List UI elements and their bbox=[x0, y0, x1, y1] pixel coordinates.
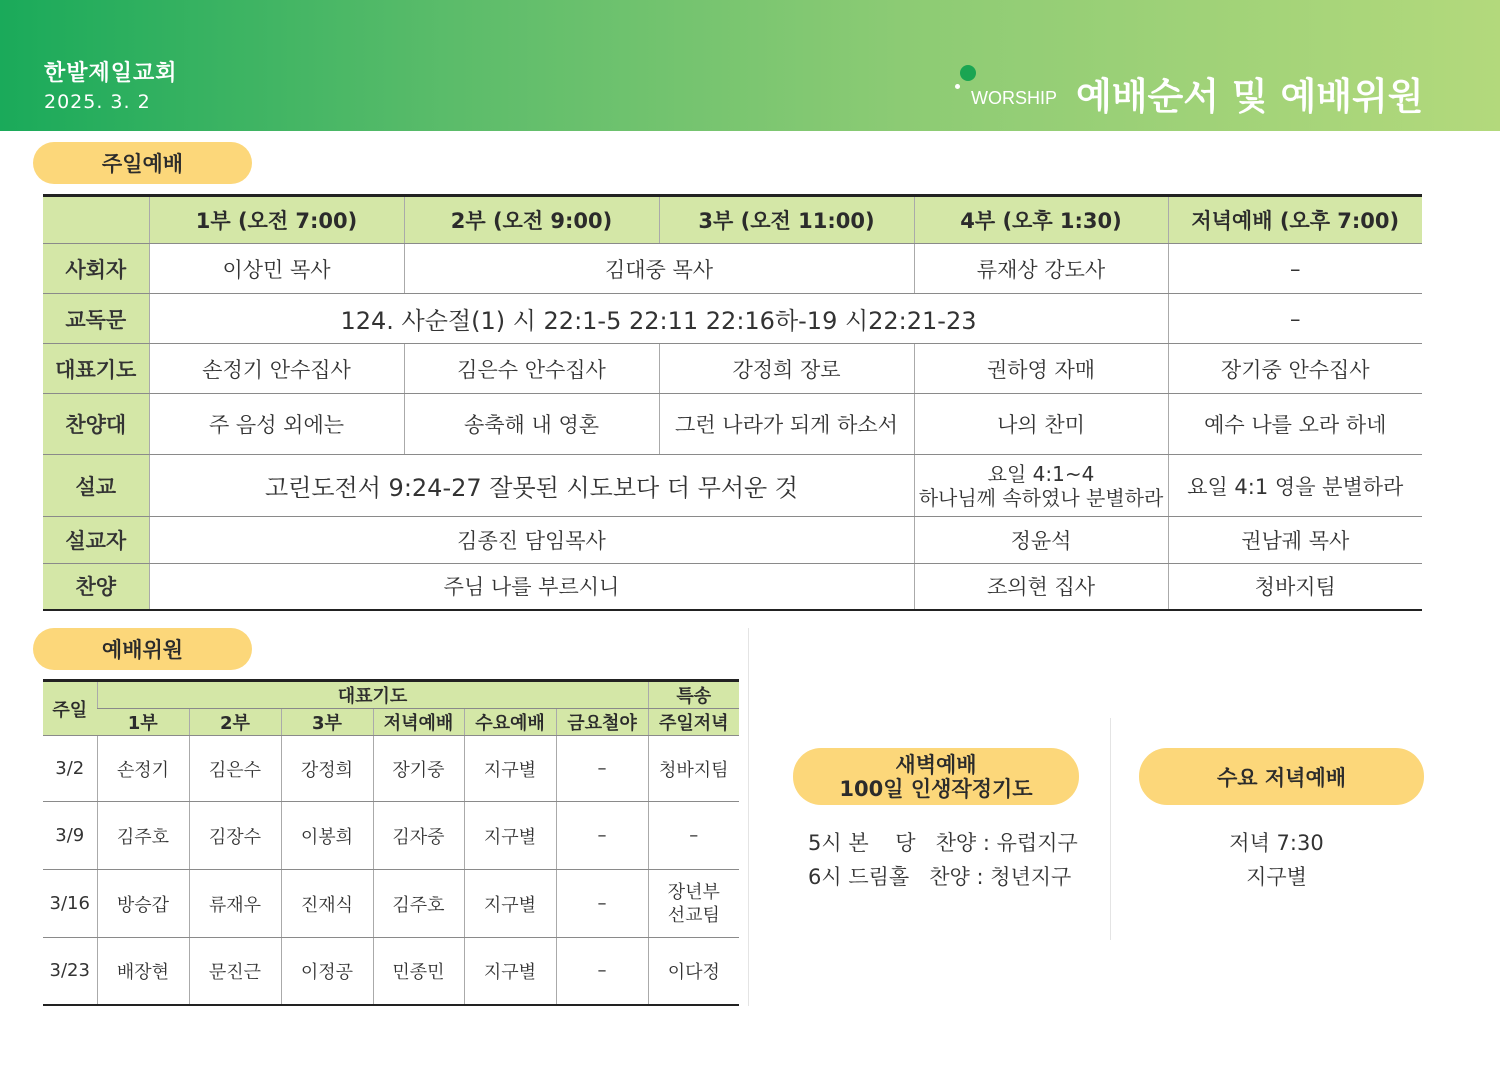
table-cell: 고린도전서 9:24-27 잘못된 시도보다 더 무서운 것 bbox=[149, 455, 914, 517]
table-header-row bbox=[43, 681, 739, 709]
wednesday-location: 지구별 bbox=[1246, 865, 1307, 889]
table-cell: 그런 나라가 되게 하소서 bbox=[659, 394, 914, 455]
wednesday-time: 저녁 7:30 bbox=[1229, 831, 1324, 855]
row-date: 3/16 bbox=[43, 870, 97, 938]
committee-heading: 예배위원 bbox=[33, 628, 252, 670]
table-row bbox=[43, 938, 739, 1005]
sermon-title: 하나님께 속하였나 분별하라 bbox=[918, 485, 1164, 510]
table-cell bbox=[914, 455, 1168, 517]
page-title: 예배순서 및 예배위원 bbox=[1076, 75, 1424, 118]
bulletin-date: 2025. 3. 2 bbox=[44, 91, 151, 113]
table-cell: 지구별 bbox=[464, 736, 556, 802]
column-header: 대표기도 bbox=[97, 681, 648, 709]
church-name: 한밭제일교회 bbox=[44, 61, 178, 86]
table-cell: 이상민 목사 bbox=[149, 244, 404, 294]
table-cell: 김주호 bbox=[373, 870, 464, 938]
column-header: 주일 bbox=[43, 681, 97, 736]
table-cell: – bbox=[648, 802, 739, 870]
table-cell: 장년부 선교팀 bbox=[648, 870, 739, 938]
divider bbox=[748, 628, 749, 1006]
white-dot-icon bbox=[955, 84, 960, 89]
dawn-title: 새벽예배 bbox=[895, 752, 977, 777]
table-cell: 김대중 목사 bbox=[404, 244, 914, 294]
table-cell: 송축해 내 영혼 bbox=[404, 394, 659, 455]
table-cell: 민종민 bbox=[373, 938, 464, 1005]
dawn-subtitle: 100일 인생작정기도 bbox=[839, 776, 1033, 801]
sunday-service-heading: 주일예배 bbox=[33, 142, 252, 184]
divider bbox=[1110, 718, 1111, 940]
dawn-line: 6시 드림홀 찬양 : 청년지구 bbox=[808, 865, 1072, 889]
table-row bbox=[43, 244, 1422, 294]
column-header: 금요철야 bbox=[556, 709, 648, 736]
table-cell: – bbox=[556, 938, 648, 1005]
table-cell: – bbox=[556, 736, 648, 802]
row-label: 설교 bbox=[43, 455, 149, 517]
table-cell: 권남궤 목사 bbox=[1168, 517, 1422, 564]
table-cell: 조의현 집사 bbox=[914, 564, 1168, 610]
table-cell: 김자중 bbox=[373, 802, 464, 870]
table-cell: 124. 사순절(1) 시 22:1-5 22:11 22:16하-19 시22:21-23 bbox=[149, 294, 1168, 344]
column-header: 2부 bbox=[189, 709, 281, 736]
row-label: 찬양대 bbox=[43, 394, 149, 455]
table-cell: 류재상 강도사 bbox=[914, 244, 1168, 294]
wednesday-schedule bbox=[1139, 826, 1414, 894]
worship-tag: WORSHIP bbox=[971, 88, 1058, 108]
column-header: 주일저녁 bbox=[648, 709, 739, 736]
column-header: 3부 (오전 11:00) bbox=[659, 196, 914, 244]
row-label: 설교자 bbox=[43, 517, 149, 564]
column-header: 저녁예배 bbox=[373, 709, 464, 736]
table-cell: 진재식 bbox=[281, 870, 373, 938]
table-row bbox=[43, 564, 1422, 610]
row-date: 3/9 bbox=[43, 802, 97, 870]
dawn-schedule bbox=[808, 826, 1078, 894]
table-row bbox=[43, 517, 1422, 564]
column-header: 2부 (오전 9:00) bbox=[404, 196, 659, 244]
column-header: 수요예배 bbox=[464, 709, 556, 736]
table-cell: – bbox=[1168, 294, 1422, 344]
committee-table bbox=[43, 679, 739, 1006]
row-label: 대표기도 bbox=[43, 344, 149, 394]
row-label: 찬양 bbox=[43, 564, 149, 610]
table-cell: 배장현 bbox=[97, 938, 189, 1005]
table-cell: 손정기 bbox=[97, 736, 189, 802]
table-cell: 김종진 담임목사 bbox=[149, 517, 914, 564]
wednesday-service-heading: 수요 저녁예배 bbox=[1139, 748, 1424, 805]
table-cell: 김은수 안수집사 bbox=[404, 344, 659, 394]
table-row bbox=[43, 344, 1422, 394]
table-cell: 강정희 bbox=[281, 736, 373, 802]
column-header: 저녁예배 (오후 7:00) bbox=[1168, 196, 1422, 244]
dawn-service-heading bbox=[793, 748, 1079, 805]
table-row bbox=[43, 394, 1422, 455]
table-cell: 이봉희 bbox=[281, 802, 373, 870]
table-cell: 김주호 bbox=[97, 802, 189, 870]
column-header: 3부 bbox=[281, 709, 373, 736]
table-cell: 강정희 장로 bbox=[659, 344, 914, 394]
dawn-line: 5시 본 당 찬양 : 유럽지구 bbox=[808, 831, 1078, 855]
row-date: 3/2 bbox=[43, 736, 97, 802]
table-cell: 문진근 bbox=[189, 938, 281, 1005]
table-row bbox=[43, 802, 739, 870]
table-cell: 지구별 bbox=[464, 802, 556, 870]
table-cell: 김장수 bbox=[189, 802, 281, 870]
table-cell: 청바지팀 bbox=[648, 736, 739, 802]
column-header: 4부 (오후 1:30) bbox=[914, 196, 1168, 244]
table-cell: 이정공 bbox=[281, 938, 373, 1005]
table-cell: – bbox=[556, 870, 648, 938]
table-cell: 정윤석 bbox=[914, 517, 1168, 564]
table-cell: 김은수 bbox=[189, 736, 281, 802]
row-label: 교독문 bbox=[43, 294, 149, 344]
table-cell: 지구별 bbox=[464, 938, 556, 1005]
column-header: 1부 bbox=[97, 709, 189, 736]
table-cell: 예수 나를 오라 하네 bbox=[1168, 394, 1422, 455]
header-banner bbox=[0, 0, 1500, 131]
table-cell: 이다정 bbox=[648, 938, 739, 1005]
table-cell: 청바지팀 bbox=[1168, 564, 1422, 610]
table-cell: 주님 나를 부르시니 bbox=[149, 564, 914, 610]
table-row bbox=[43, 294, 1422, 344]
row-label: 사회자 bbox=[43, 244, 149, 294]
row-date: 3/23 bbox=[43, 938, 97, 1005]
table-cell: 장기중 안수집사 bbox=[1168, 344, 1422, 394]
table-cell: 나의 찬미 bbox=[914, 394, 1168, 455]
table-cell: 방승갑 bbox=[97, 870, 189, 938]
sermon-ref: 요일 4:1~4 bbox=[987, 461, 1095, 486]
table-row bbox=[43, 870, 739, 938]
green-dot-icon bbox=[960, 65, 976, 81]
table-cell: 지구별 bbox=[464, 870, 556, 938]
table-cell: 류재우 bbox=[189, 870, 281, 938]
table-header-row bbox=[43, 196, 1422, 244]
sunday-service-table bbox=[43, 194, 1422, 611]
table-cell: 주 음성 외에는 bbox=[149, 394, 404, 455]
table-cell: – bbox=[1168, 244, 1422, 294]
table-cell: 장기중 bbox=[373, 736, 464, 802]
column-header: 1부 (오전 7:00) bbox=[149, 196, 404, 244]
table-row bbox=[43, 736, 739, 802]
table-subheader-row bbox=[43, 709, 739, 736]
corner-cell bbox=[43, 196, 149, 244]
table-cell: 요일 4:1 영을 분별하라 bbox=[1168, 455, 1422, 517]
table-row bbox=[43, 455, 1422, 517]
table-cell: 권하영 자매 bbox=[914, 344, 1168, 394]
table-cell: – bbox=[556, 802, 648, 870]
table-cell: 손정기 안수집사 bbox=[149, 344, 404, 394]
column-header: 특송 bbox=[648, 681, 739, 709]
